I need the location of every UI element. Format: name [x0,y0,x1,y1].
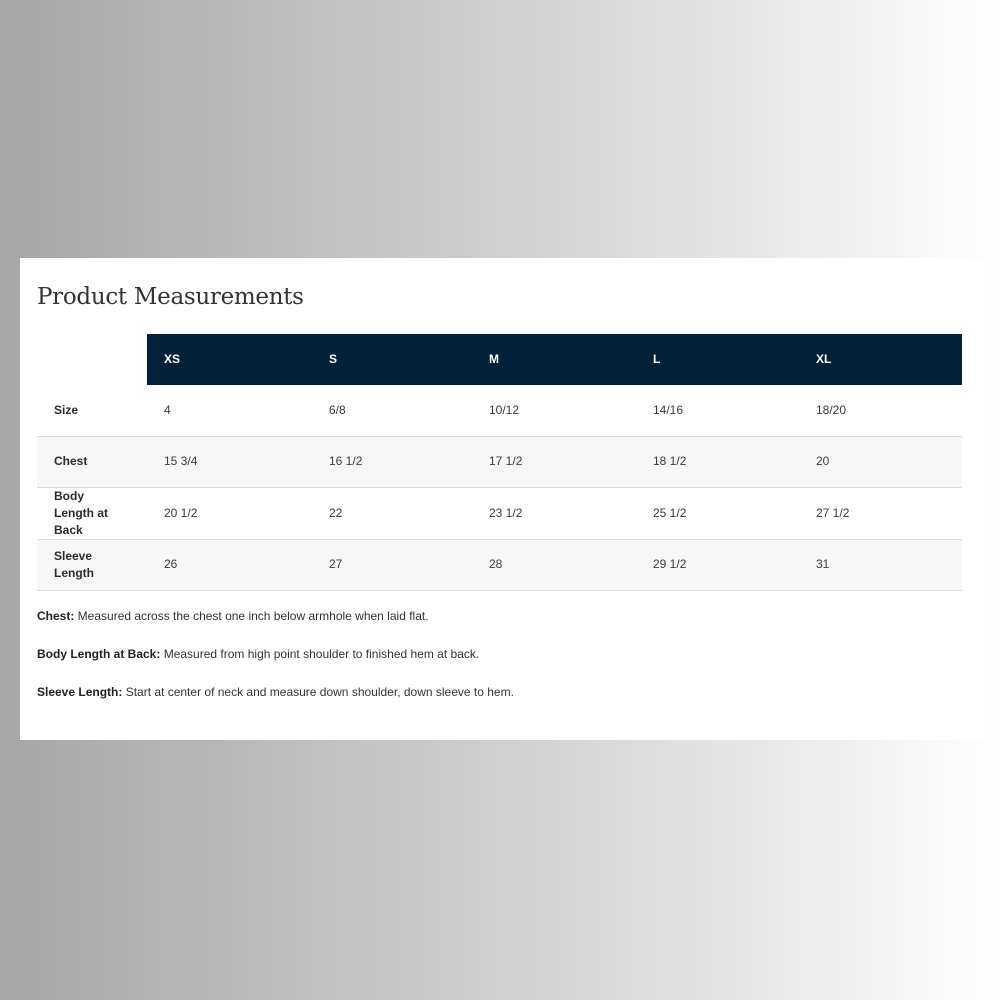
table-cell: 6/8 [329,402,346,417]
header-size-xs: XS [147,334,312,385]
size-chart-table [37,334,962,591]
note-text: Measured across the chest one inch below armhole when laid flat. [74,609,429,623]
table-cell: 26 [164,557,178,571]
note-term: Sleeve Length: [37,685,123,699]
table-row-chest [37,436,962,487]
table-cell: 27 [329,557,343,571]
table-cell: 15 3/4 [164,454,198,468]
table-cell: 20 1/2 [164,505,198,520]
table-cell: 29 1/2 [653,557,687,571]
row-label: Chest [54,454,88,468]
table-cell: 20 [816,454,830,468]
page-title: Product Measurements [37,284,304,310]
table-header-row [37,334,962,385]
note-body-length [37,646,957,663]
note-text: Start at center of neck and measure down shoulder, down sleeve to hem. [122,685,514,699]
table-cell: 14/16 [653,402,684,417]
table-cell: 18/20 [816,402,847,417]
header-size-s: S [312,334,472,385]
table-cell: 23 1/2 [489,505,523,520]
note-term: Chest: [37,609,75,623]
row-label: Body Length at Back [54,488,108,537]
table-row-size [37,385,962,436]
row-label: Sleeve Length [54,548,94,580]
table-cell: 27 1/2 [816,505,850,520]
table-cell: 4 [164,402,171,417]
header-size-l: L [636,334,799,385]
table-row-body-length [37,487,962,539]
table-cell: 17 1/2 [489,454,523,468]
measurements-card [20,258,984,740]
table-cell: 18 1/2 [653,454,687,468]
table-cell: 10/12 [489,402,520,417]
table-cell: 31 [816,557,830,571]
note-term: Body Length at Back: [37,647,161,661]
table-cell: 28 [489,557,503,571]
note-text: Measured from high point shoulder to finished hem at back. [160,647,480,661]
table-cell: 25 1/2 [653,505,687,520]
table-cell: 16 1/2 [329,454,363,468]
header-size-m: M [472,334,636,385]
measurement-notes [37,608,957,722]
table-row-sleeve-length [37,539,962,590]
note-chest [37,608,957,625]
table-cell: 22 [329,505,343,520]
note-sleeve-length [37,684,957,701]
row-label: Size [54,402,79,417]
header-corner-cell [37,334,147,385]
header-size-xl: XL [799,334,962,385]
